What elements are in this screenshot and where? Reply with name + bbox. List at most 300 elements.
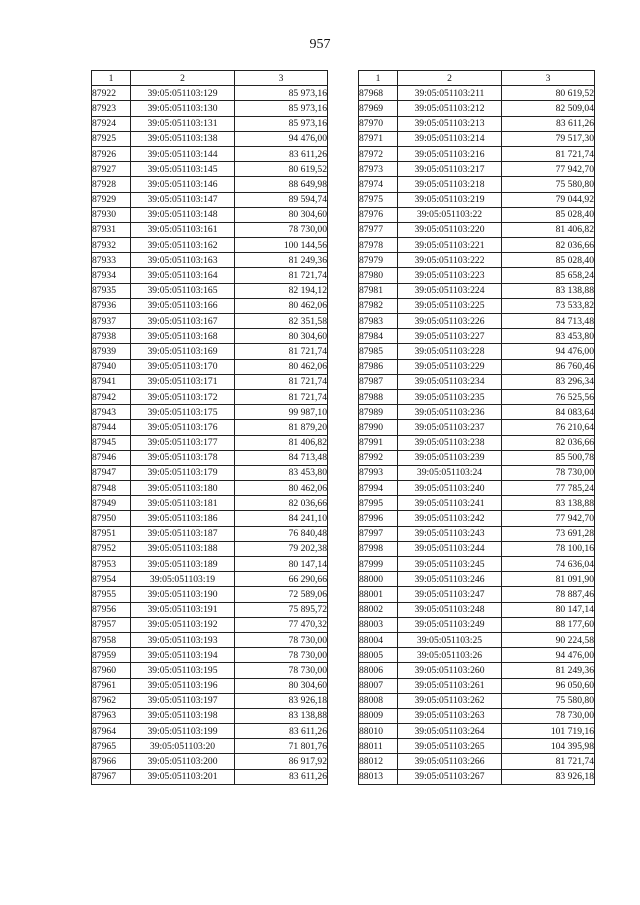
cadastral-number-cell: 39:05:051103:237 <box>398 420 502 435</box>
row-number-cell: 87937 <box>92 314 131 329</box>
cadastral-number-cell: 39:05:051103:131 <box>131 116 235 131</box>
value-cell: 77 470,32 <box>235 617 328 632</box>
table-row <box>92 435 328 450</box>
table-row <box>359 314 595 329</box>
table-row <box>359 298 595 313</box>
cadastral-number-cell: 39:05:051103:193 <box>131 632 235 647</box>
value-cell: 81 879,20 <box>235 420 328 435</box>
table-row <box>359 435 595 450</box>
value-cell: 75 580,80 <box>502 177 595 192</box>
value-cell: 77 942,70 <box>502 511 595 526</box>
cadastral-number-cell: 39:05:051103:236 <box>398 405 502 420</box>
cadastral-number-cell: 39:05:051103:170 <box>131 359 235 374</box>
value-cell: 80 147,14 <box>502 602 595 617</box>
cadastral-number-cell: 39:05:051103:246 <box>398 572 502 587</box>
value-cell: 81 249,36 <box>235 253 328 268</box>
cadastral-number-cell: 39:05:051103:242 <box>398 511 502 526</box>
cadastral-number-cell: 39:05:051103:180 <box>131 481 235 496</box>
table-row <box>92 541 328 556</box>
table-row <box>359 162 595 177</box>
row-number-cell: 87983 <box>359 314 398 329</box>
cadastral-number-cell: 39:05:051103:245 <box>398 557 502 572</box>
cadastral-number-cell: 39:05:051103:176 <box>131 420 235 435</box>
value-cell: 81 249,36 <box>502 663 595 678</box>
value-cell: 80 619,52 <box>502 86 595 101</box>
cadastral-number-cell: 39:05:051103:217 <box>398 162 502 177</box>
row-number-cell: 87976 <box>359 207 398 222</box>
row-number-cell: 88008 <box>359 693 398 708</box>
value-cell: 84 713,48 <box>235 450 328 465</box>
value-cell: 73 533,82 <box>502 298 595 313</box>
value-cell: 82 351,58 <box>235 314 328 329</box>
row-number-cell: 87938 <box>92 329 131 344</box>
row-number-cell: 87966 <box>92 754 131 769</box>
row-number-cell: 87998 <box>359 541 398 556</box>
row-number-cell: 87959 <box>92 648 131 663</box>
cadastral-number-cell: 39:05:051103:260 <box>398 663 502 678</box>
cadastral-number-cell: 39:05:051103:223 <box>398 268 502 283</box>
cadastral-number-cell: 39:05:051103:248 <box>398 602 502 617</box>
table-row <box>92 238 328 253</box>
value-cell: 83 926,18 <box>502 769 595 784</box>
table-row <box>92 253 328 268</box>
table-row <box>359 481 595 496</box>
column-header-value: 3 <box>502 71 595 86</box>
table-row <box>92 314 328 329</box>
row-number-cell: 87985 <box>359 344 398 359</box>
row-number-cell: 87935 <box>92 283 131 298</box>
value-cell: 83 611,26 <box>235 724 328 739</box>
value-cell: 85 028,40 <box>502 253 595 268</box>
row-number-cell: 87970 <box>359 116 398 131</box>
row-number-cell: 87997 <box>359 526 398 541</box>
cadastral-number-cell: 39:05:051103:221 <box>398 238 502 253</box>
cadastral-number-cell: 39:05:051103:196 <box>131 678 235 693</box>
table-row <box>359 344 595 359</box>
value-cell: 76 840,48 <box>235 526 328 541</box>
value-cell: 78 730,00 <box>235 648 328 663</box>
value-cell: 76 210,64 <box>502 420 595 435</box>
table-row <box>359 769 595 784</box>
cadastral-number-cell: 39:05:051103:229 <box>398 359 502 374</box>
cadastral-number-cell: 39:05:051103:177 <box>131 435 235 450</box>
value-cell: 83 138,88 <box>502 283 595 298</box>
cadastral-number-cell: 39:05:051103:249 <box>398 617 502 632</box>
table-row <box>92 450 328 465</box>
row-number-cell: 87982 <box>359 298 398 313</box>
table-row <box>359 101 595 116</box>
value-cell: 66 290,66 <box>235 572 328 587</box>
cadastral-number-cell: 39:05:051103:219 <box>398 192 502 207</box>
table-row <box>92 329 328 344</box>
row-number-cell: 87958 <box>92 632 131 647</box>
table-row <box>92 511 328 526</box>
value-cell: 81 721,74 <box>235 389 328 404</box>
table-row <box>92 116 328 131</box>
table-row <box>359 253 595 268</box>
row-number-cell: 87931 <box>92 222 131 237</box>
row-number-cell: 87922 <box>92 86 131 101</box>
table-row <box>92 708 328 723</box>
value-cell: 94 476,00 <box>502 648 595 663</box>
value-cell: 80 147,14 <box>235 557 328 572</box>
table-row <box>359 693 595 708</box>
right-table-body <box>359 86 595 785</box>
table-row <box>92 374 328 389</box>
row-number-cell: 87962 <box>92 693 131 708</box>
value-cell: 94 476,00 <box>235 131 328 146</box>
table-row <box>359 420 595 435</box>
value-cell: 88 649,98 <box>235 177 328 192</box>
column-header-value: 3 <box>235 71 328 86</box>
row-number-cell: 87927 <box>92 162 131 177</box>
row-number-cell: 88001 <box>359 587 398 602</box>
cadastral-number-cell: 39:05:051103:225 <box>398 298 502 313</box>
table-row <box>359 572 595 587</box>
table-row <box>359 708 595 723</box>
column-header-cadastral-number: 2 <box>398 71 502 86</box>
column-header-number: 1 <box>359 71 398 86</box>
column-header-number: 1 <box>92 71 131 86</box>
cadastral-number-cell: 39:05:051103:20 <box>131 739 235 754</box>
value-cell: 81 406,82 <box>502 222 595 237</box>
cadastral-number-cell: 39:05:051103:194 <box>131 648 235 663</box>
table-row <box>92 207 328 222</box>
table-row <box>92 617 328 632</box>
value-cell: 79 202,38 <box>235 541 328 556</box>
table-row <box>92 481 328 496</box>
value-cell: 96 050,60 <box>502 678 595 693</box>
row-number-cell: 87945 <box>92 435 131 450</box>
row-number-cell: 87994 <box>359 481 398 496</box>
table-row <box>359 602 595 617</box>
row-number-cell: 87990 <box>359 420 398 435</box>
cadastral-number-cell: 39:05:051103:179 <box>131 465 235 480</box>
row-number-cell: 87986 <box>359 359 398 374</box>
table-header-row <box>359 71 595 86</box>
row-number-cell: 88005 <box>359 648 398 663</box>
row-number-cell: 87936 <box>92 298 131 313</box>
value-cell: 74 636,04 <box>502 557 595 572</box>
row-number-cell: 87974 <box>359 177 398 192</box>
table-row <box>359 465 595 480</box>
value-cell: 81 406,82 <box>235 435 328 450</box>
cadastral-number-cell: 39:05:051103:265 <box>398 739 502 754</box>
table-row <box>359 238 595 253</box>
row-number-cell: 87996 <box>359 511 398 526</box>
table-row <box>359 389 595 404</box>
row-number-cell: 87923 <box>92 101 131 116</box>
table-row <box>359 632 595 647</box>
value-cell: 81 721,74 <box>235 268 328 283</box>
row-number-cell: 87957 <box>92 617 131 632</box>
value-cell: 82 036,66 <box>235 496 328 511</box>
value-cell: 75 895,72 <box>235 602 328 617</box>
cadastral-number-cell: 39:05:051103:222 <box>398 253 502 268</box>
cadastral-number-cell: 39:05:051103:130 <box>131 101 235 116</box>
cadastral-number-cell: 39:05:051103:200 <box>131 754 235 769</box>
row-number-cell: 88002 <box>359 602 398 617</box>
cadastral-number-cell: 39:05:051103:172 <box>131 389 235 404</box>
cadastral-number-cell: 39:05:051103:197 <box>131 693 235 708</box>
row-number-cell: 87999 <box>359 557 398 572</box>
cadastral-number-cell: 39:05:051103:144 <box>131 146 235 161</box>
right-table <box>358 70 595 785</box>
value-cell: 81 721,74 <box>502 754 595 769</box>
row-number-cell: 87993 <box>359 465 398 480</box>
cadastral-number-cell: 39:05:051103:201 <box>131 769 235 784</box>
table-row <box>92 146 328 161</box>
cadastral-number-cell: 39:05:051103:175 <box>131 405 235 420</box>
cadastral-number-cell: 39:05:051103:190 <box>131 587 235 602</box>
cadastral-number-cell: 39:05:051103:198 <box>131 708 235 723</box>
row-number-cell: 87940 <box>92 359 131 374</box>
cadastral-number-cell: 39:05:051103:161 <box>131 222 235 237</box>
row-number-cell: 87955 <box>92 587 131 602</box>
value-cell: 83 138,88 <box>235 708 328 723</box>
table-row <box>92 420 328 435</box>
cadastral-number-cell: 39:05:051103:145 <box>131 162 235 177</box>
cadastral-number-cell: 39:05:051103:192 <box>131 617 235 632</box>
row-number-cell: 87943 <box>92 405 131 420</box>
cadastral-number-cell: 39:05:051103:166 <box>131 298 235 313</box>
table-row <box>92 389 328 404</box>
cadastral-number-cell: 39:05:051103:138 <box>131 131 235 146</box>
table-header-row <box>92 71 328 86</box>
value-cell: 85 500,78 <box>502 450 595 465</box>
cadastral-number-cell: 39:05:051103:147 <box>131 192 235 207</box>
table-row <box>92 298 328 313</box>
table-row <box>359 86 595 101</box>
table-row <box>92 268 328 283</box>
cadastral-number-cell: 39:05:051103:191 <box>131 602 235 617</box>
row-number-cell: 87928 <box>92 177 131 192</box>
row-number-cell: 87980 <box>359 268 398 283</box>
table-row <box>359 541 595 556</box>
cadastral-number-cell: 39:05:051103:187 <box>131 526 235 541</box>
table-row <box>92 86 328 101</box>
value-cell: 78 730,00 <box>502 465 595 480</box>
cadastral-number-cell: 39:05:051103:235 <box>398 389 502 404</box>
cadastral-number-cell: 39:05:051103:211 <box>398 86 502 101</box>
row-number-cell: 87950 <box>92 511 131 526</box>
table-row <box>359 557 595 572</box>
value-cell: 81 091,90 <box>502 572 595 587</box>
row-number-cell: 87967 <box>92 769 131 784</box>
value-cell: 78 730,00 <box>235 222 328 237</box>
table-row <box>359 526 595 541</box>
value-cell: 75 580,80 <box>502 693 595 708</box>
cadastral-number-cell: 39:05:051103:188 <box>131 541 235 556</box>
value-cell: 89 594,74 <box>235 192 328 207</box>
value-cell: 78 100,16 <box>502 541 595 556</box>
table-row <box>359 131 595 146</box>
cadastral-number-cell: 39:05:051103:199 <box>131 724 235 739</box>
value-cell: 100 144,56 <box>235 238 328 253</box>
row-number-cell: 88007 <box>359 678 398 693</box>
value-cell: 85 658,24 <box>502 268 595 283</box>
cadastral-number-cell: 39:05:051103:227 <box>398 329 502 344</box>
table-row <box>92 405 328 420</box>
cadastral-number-cell: 39:05:051103:213 <box>398 116 502 131</box>
row-number-cell: 87964 <box>92 724 131 739</box>
value-cell: 80 304,60 <box>235 329 328 344</box>
value-cell: 85 973,16 <box>235 101 328 116</box>
table-row <box>359 146 595 161</box>
row-number-cell: 87926 <box>92 146 131 161</box>
row-number-cell: 87956 <box>92 602 131 617</box>
table-row <box>92 632 328 647</box>
table-row <box>359 192 595 207</box>
value-cell: 78 730,00 <box>235 632 328 647</box>
row-number-cell: 88012 <box>359 754 398 769</box>
row-number-cell: 88004 <box>359 632 398 647</box>
value-cell: 84 713,48 <box>502 314 595 329</box>
table-row <box>359 587 595 602</box>
table-row <box>359 511 595 526</box>
row-number-cell: 87929 <box>92 192 131 207</box>
cadastral-number-cell: 39:05:051103:267 <box>398 769 502 784</box>
left-table-body <box>92 86 328 785</box>
row-number-cell: 87988 <box>359 389 398 404</box>
page-number: 957 <box>309 37 331 52</box>
cadastral-number-cell: 39:05:051103:216 <box>398 146 502 161</box>
table-row <box>359 222 595 237</box>
value-cell: 94 476,00 <box>502 344 595 359</box>
table-row <box>359 268 595 283</box>
row-number-cell: 88010 <box>359 724 398 739</box>
cadastral-number-cell: 39:05:051103:178 <box>131 450 235 465</box>
table-row <box>359 724 595 739</box>
row-number-cell: 87975 <box>359 192 398 207</box>
table-row <box>92 222 328 237</box>
cadastral-number-cell: 39:05:051103:146 <box>131 177 235 192</box>
value-cell: 71 801,76 <box>235 739 328 754</box>
row-number-cell: 88003 <box>359 617 398 632</box>
cadastral-number-cell: 39:05:051103:263 <box>398 708 502 723</box>
table-row <box>92 678 328 693</box>
row-number-cell: 87981 <box>359 283 398 298</box>
value-cell: 78 730,00 <box>502 708 595 723</box>
value-cell: 83 453,80 <box>235 465 328 480</box>
row-number-cell: 87942 <box>92 389 131 404</box>
value-cell: 80 619,52 <box>235 162 328 177</box>
value-cell: 88 177,60 <box>502 617 595 632</box>
row-number-cell: 87987 <box>359 374 398 389</box>
row-number-cell: 87984 <box>359 329 398 344</box>
table-row <box>92 192 328 207</box>
cadastral-number-cell: 39:05:051103:247 <box>398 587 502 602</box>
table-row <box>359 678 595 693</box>
row-number-cell: 87995 <box>359 496 398 511</box>
row-number-cell: 87948 <box>92 481 131 496</box>
table-row <box>359 374 595 389</box>
table-row <box>359 754 595 769</box>
value-cell: 80 304,60 <box>235 678 328 693</box>
table-row <box>92 101 328 116</box>
cadastral-number-cell: 39:05:051103:261 <box>398 678 502 693</box>
value-cell: 86 917,92 <box>235 754 328 769</box>
table-row <box>92 465 328 480</box>
value-cell: 84 241,10 <box>235 511 328 526</box>
cadastral-number-cell: 39:05:051103:220 <box>398 222 502 237</box>
value-cell: 101 719,16 <box>502 724 595 739</box>
row-number-cell: 87963 <box>92 708 131 723</box>
value-cell: 82 509,04 <box>502 101 595 116</box>
cadastral-number-cell: 39:05:051103:214 <box>398 131 502 146</box>
cadastral-number-cell: 39:05:051103:169 <box>131 344 235 359</box>
cadastral-number-cell: 39:05:051103:226 <box>398 314 502 329</box>
value-cell: 99 987,10 <box>235 405 328 420</box>
row-number-cell: 87977 <box>359 222 398 237</box>
table-row <box>359 617 595 632</box>
table-row <box>359 207 595 222</box>
cadastral-number-cell: 39:05:051103:19 <box>131 572 235 587</box>
value-cell: 86 760,46 <box>502 359 595 374</box>
value-cell: 82 036,66 <box>502 238 595 253</box>
table-row <box>92 754 328 769</box>
cadastral-number-cell: 39:05:051103:26 <box>398 648 502 663</box>
cadastral-number-cell: 39:05:051103:238 <box>398 435 502 450</box>
row-number-cell: 87933 <box>92 253 131 268</box>
table-row <box>359 329 595 344</box>
row-number-cell: 87947 <box>92 465 131 480</box>
cadastral-number-cell: 39:05:051103:262 <box>398 693 502 708</box>
cadastral-number-cell: 39:05:051103:241 <box>398 496 502 511</box>
row-number-cell: 87944 <box>92 420 131 435</box>
cadastral-number-cell: 39:05:051103:212 <box>398 101 502 116</box>
table-row <box>92 587 328 602</box>
row-number-cell: 87925 <box>92 131 131 146</box>
row-number-cell: 87930 <box>92 207 131 222</box>
value-cell: 85 973,16 <box>235 116 328 131</box>
table-row <box>92 572 328 587</box>
row-number-cell: 87973 <box>359 162 398 177</box>
row-number-cell: 87972 <box>359 146 398 161</box>
value-cell: 85 973,16 <box>235 86 328 101</box>
row-number-cell: 87952 <box>92 541 131 556</box>
value-cell: 77 942,70 <box>502 162 595 177</box>
row-number-cell: 88000 <box>359 572 398 587</box>
table-row <box>92 557 328 572</box>
table-row <box>92 526 328 541</box>
row-number-cell: 87971 <box>359 131 398 146</box>
row-number-cell: 87992 <box>359 450 398 465</box>
row-number-cell: 87965 <box>92 739 131 754</box>
row-number-cell: 88009 <box>359 708 398 723</box>
table-row <box>92 602 328 617</box>
value-cell: 84 083,64 <box>502 405 595 420</box>
cadastral-number-cell: 39:05:051103:228 <box>398 344 502 359</box>
cadastral-number-cell: 39:05:051103:165 <box>131 283 235 298</box>
value-cell: 81 721,74 <box>235 374 328 389</box>
value-cell: 79 517,30 <box>502 131 595 146</box>
row-number-cell: 87989 <box>359 405 398 420</box>
table-row <box>359 739 595 754</box>
value-cell: 85 028,40 <box>502 207 595 222</box>
left-table <box>91 70 328 785</box>
row-number-cell: 87978 <box>359 238 398 253</box>
table-row <box>92 162 328 177</box>
value-cell: 83 611,26 <box>502 116 595 131</box>
cadastral-number-cell: 39:05:051103:240 <box>398 481 502 496</box>
table-row <box>92 344 328 359</box>
table-row <box>359 359 595 374</box>
table-row <box>359 405 595 420</box>
value-cell: 83 138,88 <box>502 496 595 511</box>
value-cell: 83 453,80 <box>502 329 595 344</box>
row-number-cell: 87946 <box>92 450 131 465</box>
